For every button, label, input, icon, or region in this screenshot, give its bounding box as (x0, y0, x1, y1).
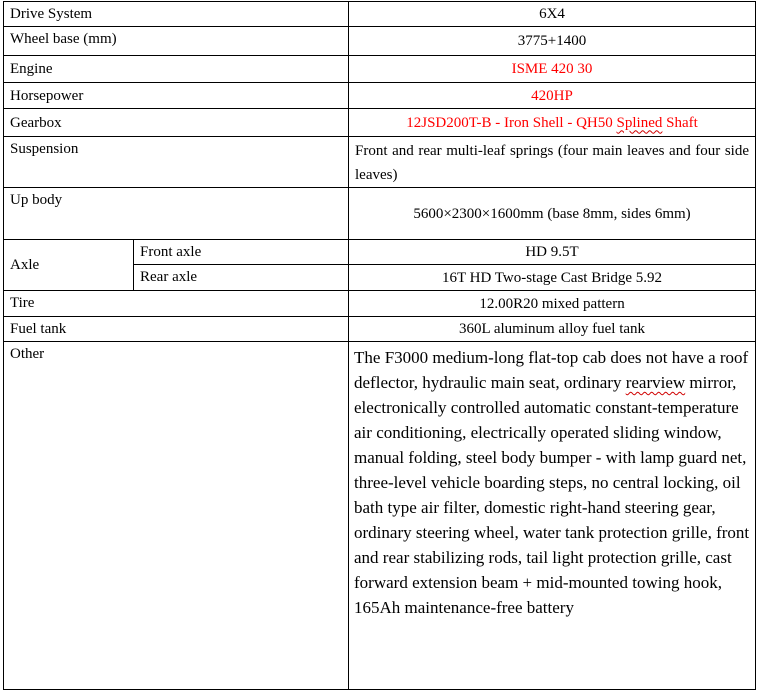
table-row (4, 56, 756, 83)
row-label-up-body: Up body (4, 188, 349, 240)
row-value-suspension: Front and rear multi-leaf springs (four main leaves and four side leaves) (349, 137, 756, 188)
row-value-fuel-tank: 360L aluminum alloy fuel tank (349, 317, 756, 342)
row-value-up-body: 5600×2300×1600mm (base 8mm, sides 6mm) (349, 188, 756, 240)
row-label-rear-axle: Rear axle (134, 265, 349, 291)
row-value-drive-system: 6X4 (349, 2, 756, 27)
row-label-fuel-tank: Fuel tank (4, 317, 349, 342)
other-underlined-word: rearview (625, 373, 686, 392)
table-row (4, 27, 756, 56)
row-value-wheel-base: 3775+1400 (349, 27, 756, 56)
row-value-other (349, 342, 756, 690)
spec-table (3, 1, 756, 690)
table-row (4, 240, 756, 265)
gearbox-text-end: Shaft (662, 114, 698, 131)
row-label-suspension: Suspension (4, 137, 349, 188)
other-text: The F3000 medium-long flat-top cab does not have a roof deflector, hydraulic main seat, ordinary (354, 348, 749, 392)
row-value-gearbox (349, 109, 756, 137)
row-value-horsepower: 420HP (349, 83, 756, 109)
row-label-engine: Engine (4, 56, 349, 83)
table-row (4, 342, 756, 690)
row-label-front-axle: Front axle (134, 240, 349, 265)
row-label-other: Other (4, 342, 349, 690)
table-row (4, 137, 756, 188)
row-label-wheel-base: Wheel base (mm) (4, 27, 349, 56)
table-row (4, 2, 756, 27)
row-value-tire: 12.00R20 mixed pattern (349, 291, 756, 317)
table-row (4, 83, 756, 109)
gearbox-text: 12JSD200T-B - Iron Shell - QH50 (406, 114, 617, 131)
table-row (4, 317, 756, 342)
row-label-drive-system: Drive System (4, 2, 349, 27)
row-value-front-axle: HD 9.5T (349, 240, 756, 265)
gearbox-underlined-word: Splined (616, 114, 663, 131)
other-text-end: mirror, electronically controlled automatic constant-temperature air conditioning, electrically operated sliding window, manual folding, steel body bumper - with lamp guard net, three-level vehicle boarding steps, no central locking, oil bath type air filter, domestic right-hand steering gear, ordinary steering wheel, water tank protection grille, front and rear stabilizing rods, tail light protection grille, cast forward extension beam + mid-mounted towing hook, 165Ah maintenance-free battery (354, 373, 750, 617)
row-label-axle: Axle (4, 240, 134, 291)
row-label-tire: Tire (4, 291, 349, 317)
row-value-rear-axle: 16T HD Two-stage Cast Bridge 5.92 (349, 265, 756, 291)
row-label-horsepower: Horsepower (4, 83, 349, 109)
table-row (4, 109, 756, 137)
table-row (4, 188, 756, 240)
row-value-engine: ISME 420 30 (349, 56, 756, 83)
row-label-gearbox: Gearbox (4, 109, 349, 137)
table-row (4, 291, 756, 317)
